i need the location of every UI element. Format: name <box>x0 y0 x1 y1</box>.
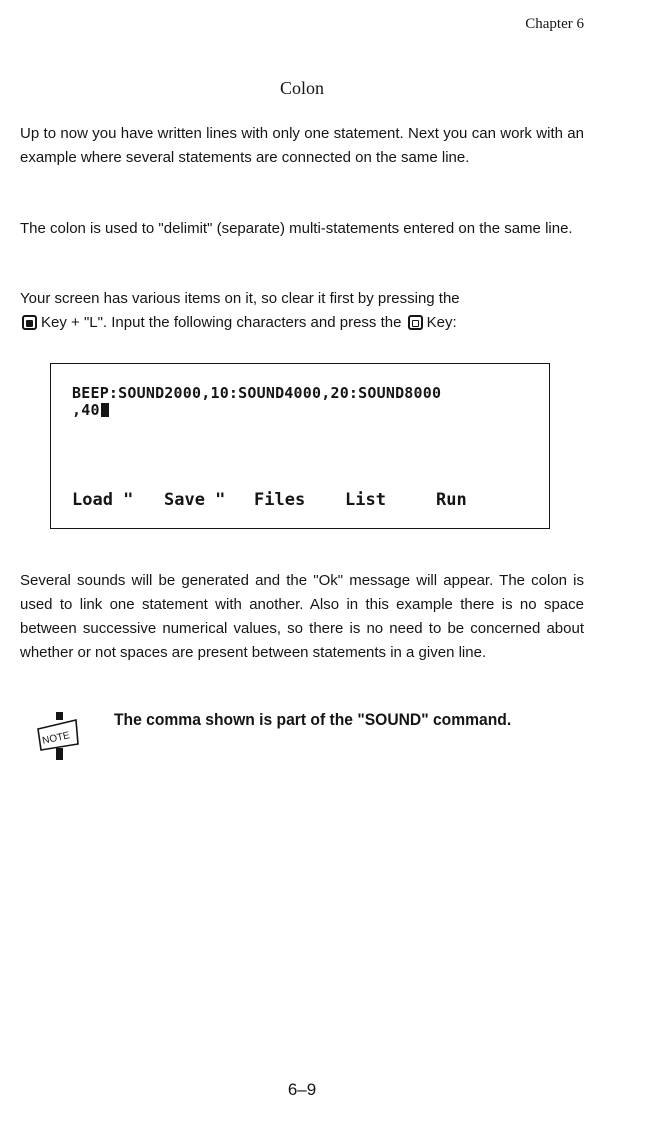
clear-before-text: Your screen has various items on it, so clear it first by pressing the <box>20 290 460 307</box>
result-paragraph: Several sounds will be generated and the "Ok" message will appear. The colon is used to link one statement with another. Also in this example there is no space between successive numerical values, so there is no need to be concerned about whether or not spaces are present between statements in a given line. <box>20 572 584 661</box>
function-key-list: List <box>345 490 386 510</box>
note-label: NOTE <box>41 730 71 747</box>
chapter-header: Chapter 6 <box>525 16 584 32</box>
clear-after-text: Key: <box>426 314 457 331</box>
section-title: Colon <box>279 78 324 98</box>
clear-screen-paragraph <box>20 287 584 335</box>
function-key-load: Load " <box>72 490 134 510</box>
code-line-2-text: ,40 <box>72 401 100 419</box>
clear-mid-text: Key + "L". Input the following characters and press the <box>41 314 402 331</box>
function-key-save: Save " <box>164 490 226 510</box>
page-number: 6–9 <box>287 1080 317 1099</box>
function-key-run: Run <box>436 490 467 510</box>
intro-paragraph: Up to now you have written lines with only one statement. Next you can work with an example where several statements are connected on the same line. <box>20 125 584 166</box>
code-line-1: BEEP:SOUND2000,10:SOUND4000,20:SOUND8000 <box>72 384 442 402</box>
code-line-2 <box>72 401 109 419</box>
note-pin-icon <box>36 712 84 762</box>
function-key-files: Files <box>254 490 306 510</box>
text-cursor <box>101 403 109 417</box>
colon-use-paragraph: The colon is used to "delimit" (separate) multi-statements entered on the same line. <box>20 220 573 237</box>
computer-screen <box>50 363 550 529</box>
note-text: The comma shown is part of the "SOUND" command. <box>114 710 512 729</box>
ctrl-key-icon <box>22 315 37 330</box>
enter-key-icon <box>408 315 423 330</box>
